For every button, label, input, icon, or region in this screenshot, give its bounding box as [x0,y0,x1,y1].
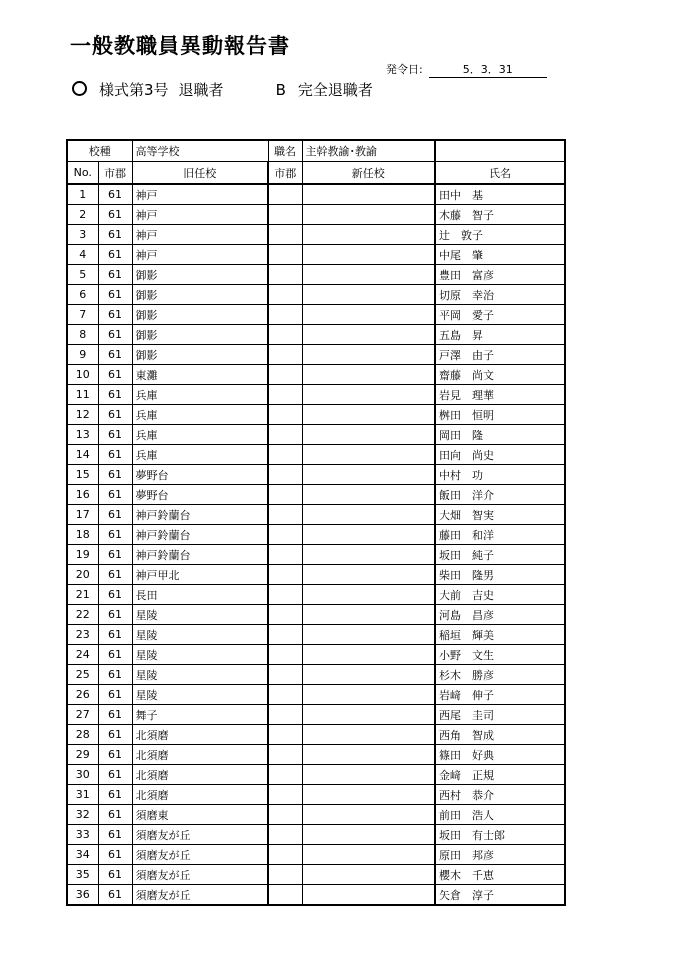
row-new-city [268,405,302,425]
row-old-city: 61 [98,765,132,785]
row-new-school [302,845,435,865]
row-no: 17 [67,505,98,525]
position-value: 主幹教諭･教諭 [302,140,435,162]
row-new-city [268,645,302,665]
table-row [67,785,565,805]
table-row [67,845,565,865]
header-blank [435,140,565,162]
row-no: 21 [67,585,98,605]
row-name: 杉木 勝彦 [435,665,565,685]
row-new-city [268,785,302,805]
row-old-city: 61 [98,385,132,405]
row-name: 中村 功 [435,465,565,485]
row-old-city: 61 [98,585,132,605]
page-title: 一般教職員異動報告書 [70,34,290,58]
row-new-city [268,345,302,365]
row-new-city [268,445,302,465]
row-new-city [268,825,302,845]
row-name: 五島 昇 [435,325,565,345]
table-row [67,205,565,225]
row-name: 稲垣 輝美 [435,625,565,645]
row-old-city: 61 [98,745,132,765]
row-no: 26 [67,685,98,705]
row-old-school: 須磨友が丘 [132,885,268,906]
row-old-city: 61 [98,705,132,725]
col-new-city: 市郡 [268,162,302,185]
row-old-school: 御影 [132,345,268,365]
row-old-school: 神戸 [132,184,268,205]
row-new-school [302,184,435,205]
row-new-school [302,665,435,685]
row-old-school: 御影 [132,305,268,325]
row-new-school [302,745,435,765]
row-name: 金﨑 正規 [435,765,565,785]
row-name: 藤田 和洋 [435,525,565,545]
row-new-school [302,585,435,605]
row-name: 矢倉 淳子 [435,885,565,906]
row-old-school: 神戸 [132,245,268,265]
row-old-school: 夢野台 [132,465,268,485]
row-new-school [302,405,435,425]
row-new-city [268,265,302,285]
row-old-city: 61 [98,485,132,505]
row-old-school: 東灘 [132,365,268,385]
row-new-city [268,325,302,345]
row-new-city [268,745,302,765]
row-new-city [268,765,302,785]
col-old-city: 市郡 [98,162,132,185]
row-new-school [302,345,435,365]
row-new-school [302,705,435,725]
row-no: 1 [67,184,98,205]
row-no: 20 [67,565,98,585]
table-row [67,405,565,425]
row-no: 9 [67,345,98,365]
circle-icon [72,81,87,96]
row-no: 12 [67,405,98,425]
issue-date [386,61,547,78]
table-row [67,765,565,785]
row-new-city [268,605,302,625]
row-name: 大畑 智実 [435,505,565,525]
row-old-school: 御影 [132,285,268,305]
row-old-school: 北須磨 [132,725,268,745]
row-name: 岡田 隆 [435,425,565,445]
row-name: 原田 邦彦 [435,845,565,865]
table-row [67,545,565,565]
row-old-city: 61 [98,605,132,625]
row-no: 3 [67,225,98,245]
row-name: 岩﨑 伸子 [435,685,565,705]
row-no: 15 [67,465,98,485]
row-name: 櫻木 千恵 [435,865,565,885]
row-old-city: 61 [98,865,132,885]
row-new-city [268,705,302,725]
table-row [67,625,565,645]
row-name: 中尾 肇 [435,245,565,265]
table-row [67,705,565,725]
form-subtitle [72,79,373,100]
row-new-school [302,505,435,525]
row-no: 5 [67,265,98,285]
row-new-school [302,385,435,405]
row-old-school: 星陵 [132,665,268,685]
row-new-city [268,525,302,545]
row-new-school [302,485,435,505]
col-new-school: 新任校 [302,162,435,185]
row-old-school: 神戸鈴蘭台 [132,525,268,545]
row-old-city: 61 [98,345,132,365]
row-name: 齋藤 尚文 [435,365,565,385]
row-old-school: 兵庫 [132,405,268,425]
table-row [67,805,565,825]
row-old-city: 61 [98,645,132,665]
row-name: 桝田 恒明 [435,405,565,425]
row-name: 柴田 隆男 [435,565,565,585]
row-old-city: 61 [98,545,132,565]
row-old-school: 舞子 [132,705,268,725]
row-old-school: 須磨東 [132,805,268,825]
table-row [67,825,565,845]
row-old-school: 星陵 [132,625,268,645]
table-row [67,505,565,525]
row-new-city [268,305,302,325]
row-new-city [268,585,302,605]
row-new-city [268,505,302,525]
row-no: 13 [67,425,98,445]
row-name: 田向 尚史 [435,445,565,465]
row-new-school [302,565,435,585]
row-no: 31 [67,785,98,805]
form-subtype: 完全退職者 [297,81,373,99]
row-old-school: 北須磨 [132,765,268,785]
row-name: 坂田 有士郎 [435,825,565,845]
row-no: 8 [67,325,98,345]
row-new-school [302,825,435,845]
row-new-city [268,565,302,585]
table-row [67,565,565,585]
row-no: 27 [67,705,98,725]
row-no: 28 [67,725,98,745]
row-no: 18 [67,525,98,545]
row-old-city: 61 [98,725,132,745]
row-new-city [268,365,302,385]
table-row [67,525,565,545]
table-row [67,365,565,385]
table-row [67,184,565,205]
row-old-school: 神戸鈴蘭台 [132,545,268,565]
col-name: 氏名 [435,162,565,185]
row-old-city: 61 [98,325,132,345]
table-row [67,305,565,325]
row-new-city [268,845,302,865]
row-old-school: 兵庫 [132,425,268,445]
table-row [67,645,565,665]
row-no: 30 [67,765,98,785]
row-new-school [302,805,435,825]
row-new-city [268,805,302,825]
row-new-school [302,445,435,465]
row-name: 岩見 理華 [435,385,565,405]
form-code: B [275,81,286,99]
row-name: 篠田 好典 [435,745,565,765]
form-category: 様式第3号 [99,81,169,99]
col-no: No. [67,162,98,185]
row-old-city: 61 [98,785,132,805]
table-row [67,385,565,405]
row-no: 29 [67,745,98,765]
row-new-school [302,785,435,805]
row-old-city: 61 [98,265,132,285]
personnel-table [66,139,566,906]
table-row [67,345,565,365]
row-name: 切原 幸治 [435,285,565,305]
table-row [67,265,565,285]
table-row [67,285,565,305]
row-name: 西角 智成 [435,725,565,745]
row-name: 西尾 圭司 [435,705,565,725]
row-no: 11 [67,385,98,405]
row-new-city [268,184,302,205]
table-row [67,325,565,345]
row-name: 大前 吉史 [435,585,565,605]
row-old-school: 北須磨 [132,745,268,765]
row-old-city: 61 [98,825,132,845]
table-row [67,685,565,705]
table-row [67,725,565,745]
table-row [67,585,565,605]
row-new-school [302,885,435,906]
row-new-school [302,305,435,325]
table-row [67,885,565,906]
row-no: 33 [67,825,98,845]
row-no: 34 [67,845,98,865]
row-new-city [268,425,302,445]
row-name: 木藤 智子 [435,205,565,225]
row-no: 4 [67,245,98,265]
row-old-school: 神戸 [132,225,268,245]
row-new-city [268,625,302,645]
row-old-school: 須磨友が丘 [132,845,268,865]
row-no: 6 [67,285,98,305]
row-new-school [302,725,435,745]
row-old-city: 61 [98,465,132,485]
row-new-city [268,245,302,265]
row-old-school: 須磨友が丘 [132,825,268,845]
row-no: 35 [67,865,98,885]
row-no: 23 [67,625,98,645]
row-name: 田中 基 [435,184,565,205]
row-new-school [302,525,435,545]
row-new-city [268,205,302,225]
row-old-city: 61 [98,665,132,685]
row-new-city [268,665,302,685]
form-type: 退職者 [178,81,224,99]
table-row [67,445,565,465]
table-row [67,745,565,765]
row-old-city: 61 [98,445,132,465]
row-old-school: 神戸甲北 [132,565,268,585]
table-row [67,225,565,245]
row-new-city [268,225,302,245]
row-old-school: 夢野台 [132,485,268,505]
row-name: 坂田 純子 [435,545,565,565]
row-new-city [268,465,302,485]
row-old-school: 星陵 [132,605,268,625]
row-old-city: 61 [98,305,132,325]
row-new-school [302,465,435,485]
position-label: 職名 [268,140,302,162]
row-new-school [302,545,435,565]
row-name: 豊田 富彦 [435,265,565,285]
row-old-school: 長田 [132,585,268,605]
row-new-school [302,365,435,385]
row-old-city: 61 [98,805,132,825]
row-new-school [302,225,435,245]
table-row [67,605,565,625]
row-name: 飯田 洋介 [435,485,565,505]
row-new-school [302,765,435,785]
row-new-school [302,605,435,625]
row-new-school [302,285,435,305]
row-new-school [302,265,435,285]
issue-date-value: 5．3．31 [429,61,547,78]
row-old-city: 61 [98,245,132,265]
row-old-city: 61 [98,285,132,305]
row-name: 小野 文生 [435,645,565,665]
row-new-city [268,865,302,885]
row-new-school [302,425,435,445]
col-old-school: 旧任校 [132,162,268,185]
row-new-school [302,625,435,645]
row-old-school: 須磨友が丘 [132,865,268,885]
table-row [67,425,565,445]
row-old-school: 御影 [132,325,268,345]
row-name: 辻 敦子 [435,225,565,245]
row-old-school: 星陵 [132,685,268,705]
table-row [67,665,565,685]
row-old-school: 御影 [132,265,268,285]
row-name: 戸澤 由子 [435,345,565,365]
row-no: 36 [67,885,98,906]
row-old-school: 兵庫 [132,385,268,405]
row-no: 7 [67,305,98,325]
issue-date-label: 発令日: [386,63,423,76]
row-new-school [302,245,435,265]
row-old-city: 61 [98,525,132,545]
row-new-school [302,865,435,885]
row-old-school: 神戸 [132,205,268,225]
row-new-city [268,685,302,705]
row-new-city [268,725,302,745]
row-old-city: 61 [98,685,132,705]
row-new-school [302,685,435,705]
row-name: 平岡 愛子 [435,305,565,325]
row-no: 14 [67,445,98,465]
table-row [67,245,565,265]
row-old-school: 北須磨 [132,785,268,805]
school-type-label: 校種 [67,140,132,162]
row-old-city: 61 [98,225,132,245]
row-no: 10 [67,365,98,385]
row-new-school [302,325,435,345]
row-old-city: 61 [98,885,132,906]
row-old-city: 61 [98,365,132,385]
row-no: 16 [67,485,98,505]
row-new-city [268,545,302,565]
table-row [67,465,565,485]
row-name: 河島 昌彦 [435,605,565,625]
table-row [67,485,565,505]
row-new-school [302,645,435,665]
row-no: 25 [67,665,98,685]
row-no: 32 [67,805,98,825]
row-no: 22 [67,605,98,625]
row-no: 19 [67,545,98,565]
row-old-city: 61 [98,205,132,225]
row-name: 前田 浩人 [435,805,565,825]
row-old-school: 星陵 [132,645,268,665]
row-no: 24 [67,645,98,665]
school-type-value: 高等学校 [132,140,268,162]
row-old-city: 61 [98,405,132,425]
row-old-city: 61 [98,625,132,645]
row-old-city: 61 [98,425,132,445]
row-new-city [268,885,302,906]
row-old-city: 61 [98,845,132,865]
row-new-school [302,205,435,225]
row-new-city [268,485,302,505]
row-old-city: 61 [98,565,132,585]
row-old-school: 神戸鈴蘭台 [132,505,268,525]
row-name: 西村 恭介 [435,785,565,805]
table-row [67,865,565,885]
row-old-school: 兵庫 [132,445,268,465]
row-no: 2 [67,205,98,225]
row-old-city: 61 [98,505,132,525]
row-new-city [268,385,302,405]
row-old-city: 61 [98,184,132,205]
row-new-city [268,285,302,305]
